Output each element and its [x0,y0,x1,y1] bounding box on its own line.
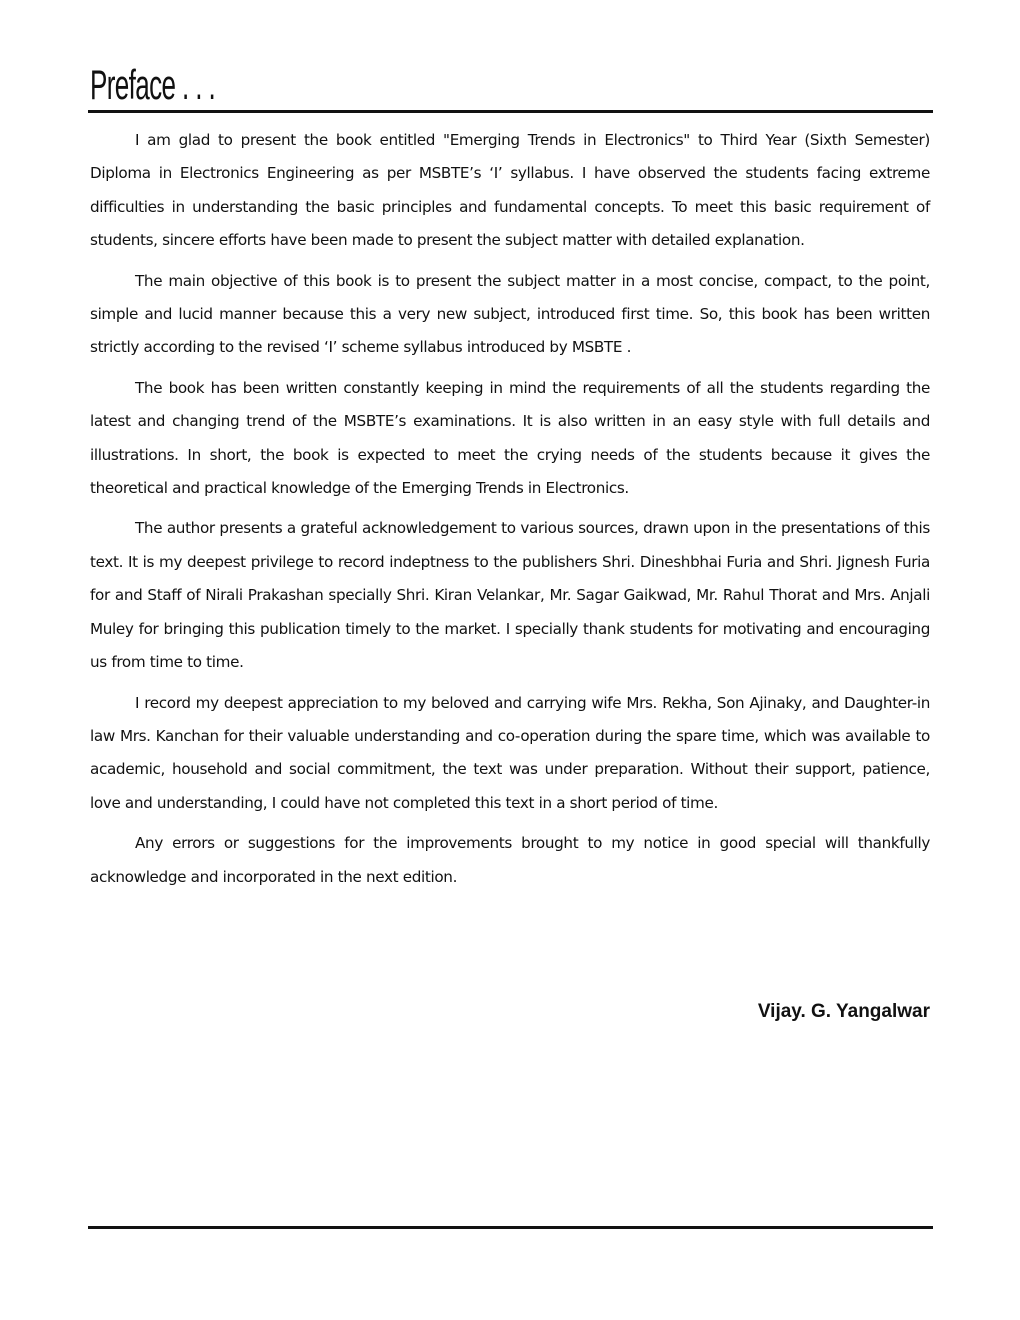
author-signature: Vijay. G. Yangalwar [757,1001,930,1022]
page-title: Preface . . . [90,61,216,108]
footer-divider [88,1226,933,1229]
paragraph-suggestions: Any errors or suggestions for the improvements brought to my notice in good special will thankfully acknowledge and incorporated in the next edition. [90,834,930,886]
paragraph-family-appreciation: I record my deepest appreciation to my beloved and carrying wife Mrs. Rekha, Son Ajinaky, and Daughter-in law Mrs. Kanchan for their valuable understanding and co-operation during the spare time, which was available to academic, household and social commitment, the text was under preparation. Without their support, patience, love and understanding, I could have not completed this text in a short period of time. [90,693,930,812]
paragraph-acknowledgement: The author presents a grateful acknowledgement to various sources, drawn upon in the presentations of this text. It is my deepest privilege to record indeptness to the publishers Shri. Dineshbhai Furia and Shri. Jignesh Furia for and Staff of Nirali Prakashan specially Shri. Kiran Velankar, Mr. Sagar Gaikwad, Mr. Rahul Thorat and Mrs. Anjali Muley for bringing this publication timely to the market. I specially thank students for motivating and encouraging us from time to time. [90,519,930,672]
paragraph-exam-focus: The book has been written constantly keeping in mind the requirements of all the students regarding the latest and changing trend of the MSBTE’s examinations. It is also written in an easy style with full details and illustrations. In short, the book is expected to meet the crying needs of the students because it gives the theoretical and practical knowledge of the Emerging Trends in Electronics. [90,378,930,498]
preface-body [90,124,930,901]
paragraph-objective: The main objective of this book is to present the subject matter in a most concise, compact, to the point, simple and lucid manner because this a very new subject, introduced first time. So, this book has been written strictly according to the revised ‘I’ scheme syllabus introduced by MSBTE . [90,271,930,357]
title-divider [88,110,933,113]
paragraph-introduction: I am glad to present the book entitled "Emerging Trends in Electronics" to Third Year (Sixth Semester) Diploma in Electronics Engineering as per MSBTE’s ‘I’ syllabus. I have observed the students facing extreme difficulties in understanding the basic principles and fundamental concepts. To meet this basic requirement of students, sincere efforts have been made to present the subject matter with detailed explanation. [90,131,930,250]
